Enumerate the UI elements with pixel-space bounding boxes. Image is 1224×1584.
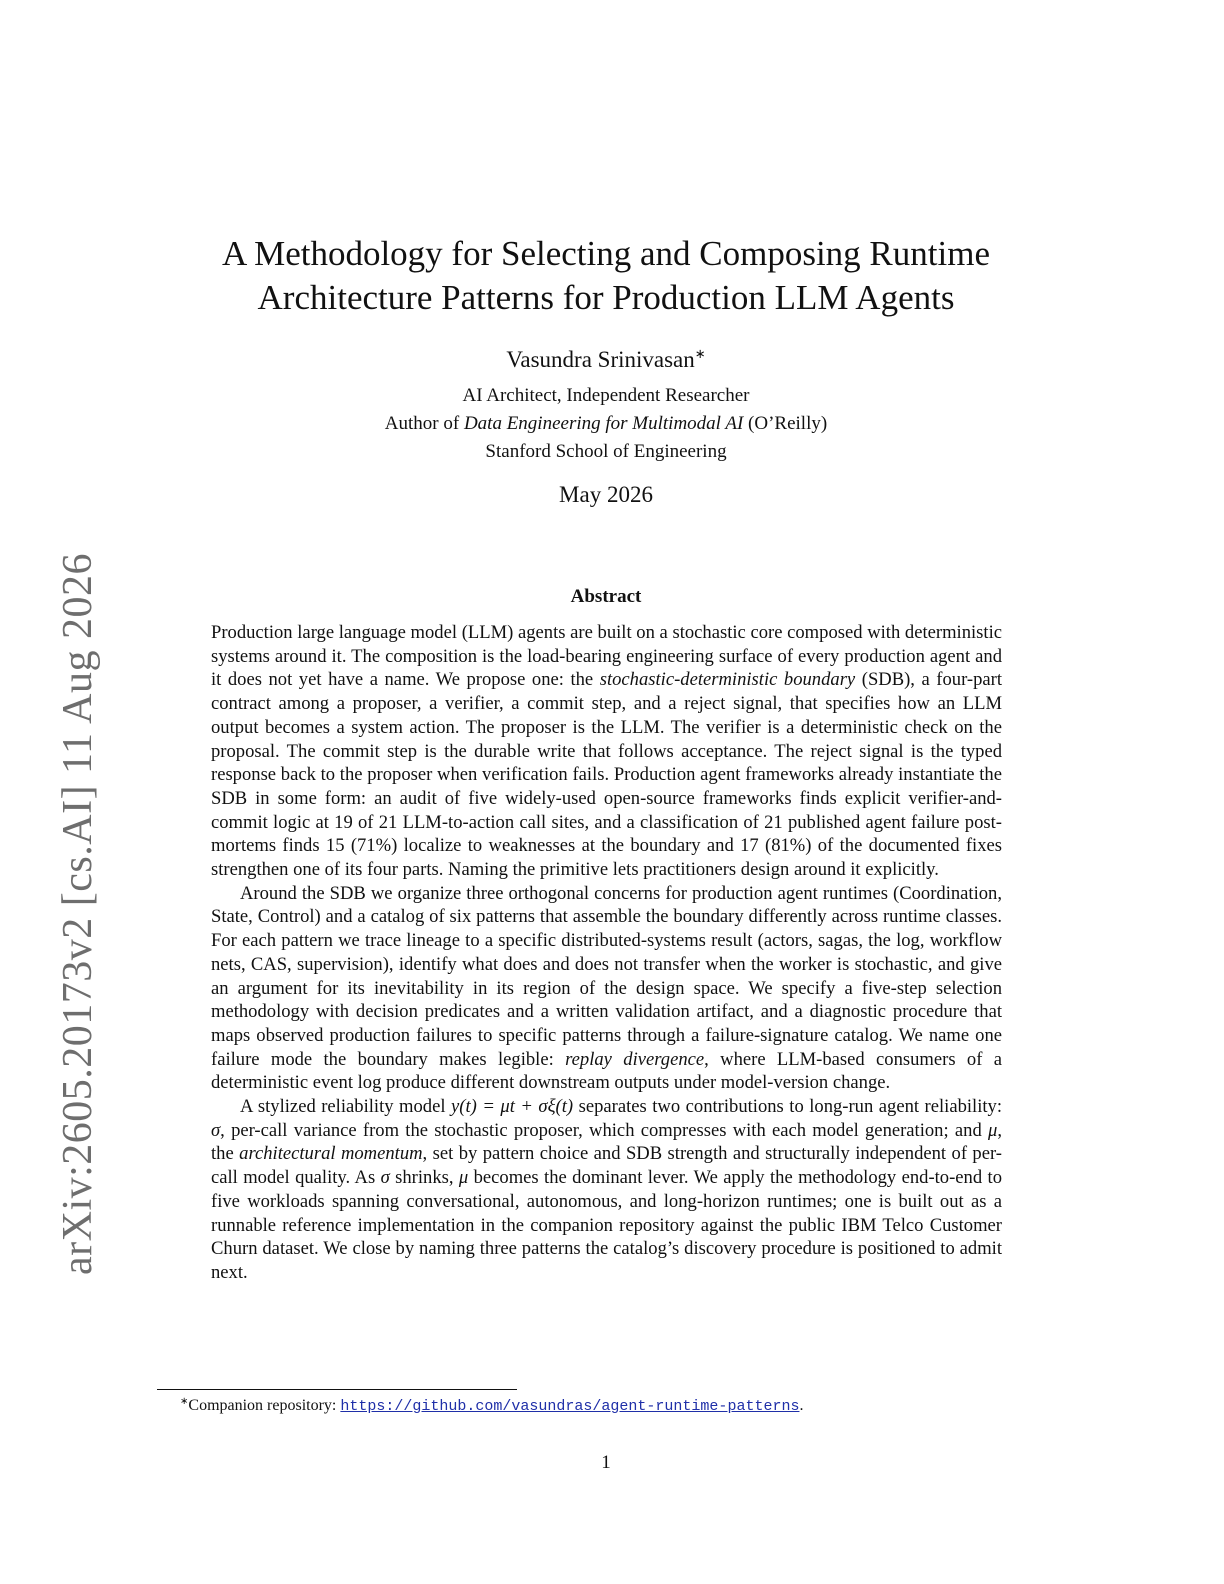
abstract-text: A stylized reliability model xyxy=(240,1096,452,1118)
arxiv-identifier: arXiv:2605.20173v2 [cs.AI] 11 Aug 2026 xyxy=(55,552,101,1276)
author xyxy=(150,346,1062,373)
abstract-text: , set by pattern choice and SDB strength and structurally independent of per-call model quality. As xyxy=(211,1143,1002,1189)
footnote-mark: ∗ xyxy=(180,1396,189,1407)
abstract-term: architectural momentum xyxy=(239,1143,423,1165)
author-name: Vasundra Srinivasan xyxy=(506,347,695,372)
repository-link[interactable]: https://github.com/vasundras/agent-runtime-patterns xyxy=(340,1398,800,1415)
title-line-2: Architecture Patterns for Production LLM Agents xyxy=(257,278,955,317)
abstract-text: Around the SDB we organize three orthogonal concerns for production agent runtimes (Coordination, State, Control) and a catalog of six patterns that assemble the boundary differently across runtime classes. For each pattern we trace lineage to a specific distributed-systems result (actors, sagas, the log, workflow nets, CAS, supervision), identify what does and does not transfer when the worker is stochastic, and give an argument for its inevitability in its region of the design space. We specify a five-step selection methodology with decision predicates and a written validation artifact, and a diagnostic procedure that maps observed production failures to specific patterns through a failure-signature catalog. We name one failure mode the boundary makes legible: xyxy=(211,882,1002,1070)
abstract-term: stochastic-deterministic boundary xyxy=(599,669,856,691)
affiliation-line-1: AI Architect, Independent Researcher xyxy=(462,385,750,406)
title-line-1: A Methodology for Selecting and Composing Runtime xyxy=(221,234,990,273)
publication-date: May 2026 xyxy=(559,482,653,507)
mu-symbol: μ xyxy=(988,1119,998,1141)
abstract-body xyxy=(211,621,1002,1285)
abstract-heading: Abstract xyxy=(570,586,642,607)
book-title: Data Engineering for Multimodal AI xyxy=(463,413,744,434)
abstract-text: (SDB), a four-part contract among a proposer, a verifier, a commit step, and a reject signal, that specifies how an LLM output becomes a system action. The proposer is the LLM. The verifier is a deterministic check on the proposal. The commit step is the durable write that follows acceptance. The reject signal is the typed response back to the proposer when verification fails. Production agent frameworks already instantiate the SDB in some form: an audit of five widely-used open-source frameworks finds explicit verifier-and-commit logic at 19 of 21 LLM-to-action call sites, and a classification of 21 published agent failure post-mortems finds 15 (71%) localize to weaknesses at the boundary and 17 (81%) of the documented fixes strengthen one of its four parts. Naming the primitive lets practitioners design around it explicitly. xyxy=(211,669,1002,881)
abstract-text: shrinks, xyxy=(389,1167,459,1189)
author-footnote-mark: ∗ xyxy=(694,346,706,361)
paper-title xyxy=(150,232,1062,320)
affiliation-line-2 xyxy=(150,410,1062,438)
abstract-text: , per-call variance from the stochastic proposer, which compresses with each model generation; and xyxy=(220,1119,988,1141)
affiliation-line-3: Stanford School of Engineering xyxy=(485,441,727,462)
sigma-symbol: σ xyxy=(211,1119,221,1141)
reliability-formula: y(t) = μt + σξ(t) xyxy=(451,1096,574,1118)
sigma-symbol: σ xyxy=(380,1167,390,1189)
publisher: (O’Reilly) xyxy=(743,413,828,434)
footnote-end: . xyxy=(799,1397,804,1414)
abstract-paragraph-2 xyxy=(211,882,1002,1095)
abstract-term: replay divergence xyxy=(565,1048,705,1070)
abstract-text: separates two contributions to long-run agent reliability: xyxy=(573,1096,1002,1118)
affiliation xyxy=(150,382,1062,466)
footnote xyxy=(180,1396,1060,1415)
abstract-text: Production large language model (LLM) agents are built on a stochastic core composed with deterministic systems around it. The composition is the load-bearing engineering surface of every production agent and it does not yet have a name. We propose one: the xyxy=(211,622,1002,691)
mu-symbol: μ xyxy=(458,1167,469,1189)
page-number: 1 xyxy=(601,1452,611,1473)
abstract-text: , where LLM-based consumers of a deterministic event log produce different downstream outputs under model-version change. xyxy=(211,1048,1002,1094)
abstract-paragraph-1 xyxy=(211,621,1002,882)
footnote-text: Companion repository: xyxy=(188,1397,341,1414)
affiliation-prefix: Author of xyxy=(384,413,464,434)
footnote-rule xyxy=(157,1389,517,1390)
abstract-text: , the xyxy=(211,1119,1002,1165)
abstract-text: becomes the dominant lever. We apply the methodology end-to-end to five workloads spanning conversational, autonomous, and long-horizon runtimes; one is built out as a runnable reference implementation in the companion repository against the public IBM Telco Customer Churn dataset. We close by naming three patterns the catalog’s discovery procedure is positioned to admit next. xyxy=(211,1167,1002,1283)
abstract-paragraph-3 xyxy=(211,1095,1002,1285)
